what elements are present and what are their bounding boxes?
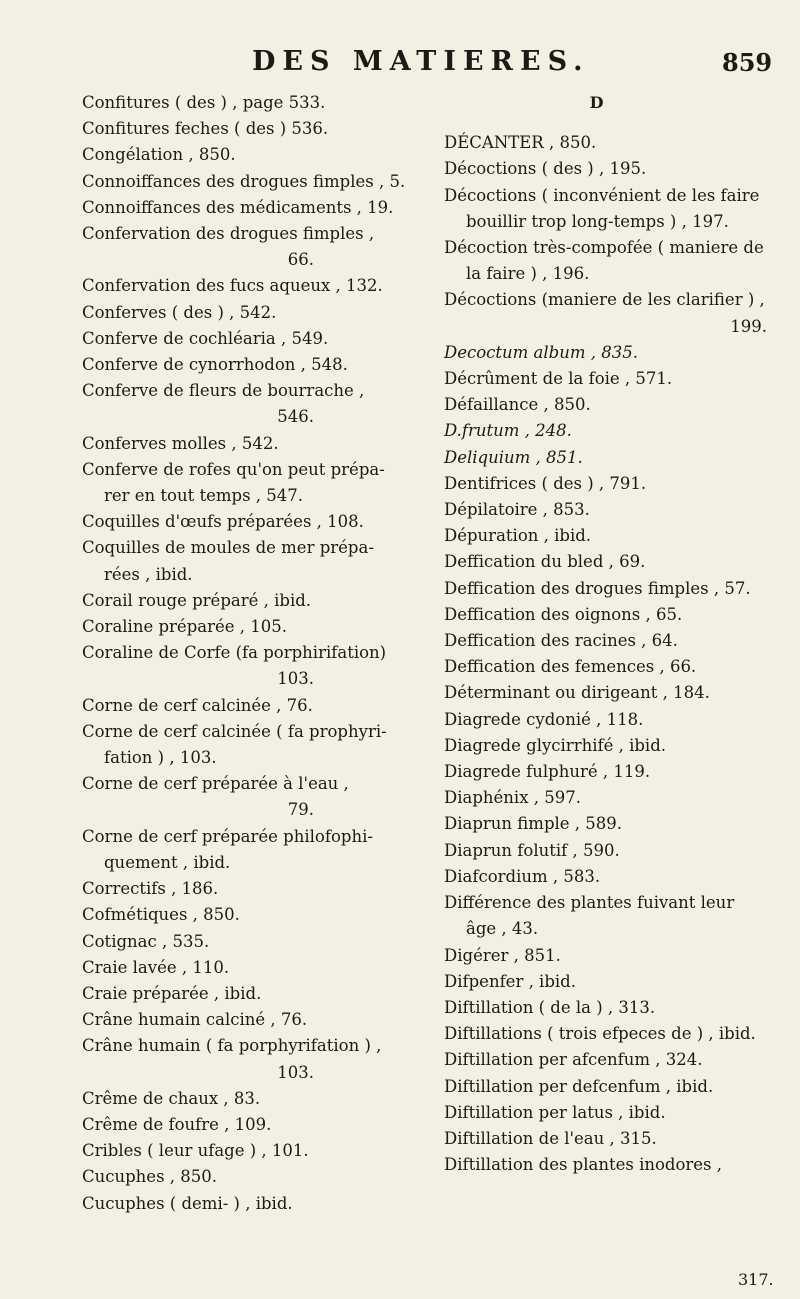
index-entry-continuation: 103. xyxy=(277,669,314,689)
index-entry: Coraline préparée , 105. xyxy=(82,617,287,637)
index-entry: Deffication du bled , 69. xyxy=(444,552,646,572)
index-entry: Craie lavée , 110. xyxy=(82,957,230,977)
index-entry: Conferve de rofes qu'on peut prépa- xyxy=(82,459,385,479)
index-entry: Cucuphes ( demi- ) , ibid. xyxy=(82,1193,293,1213)
index-entry: Connoiffances des drogues fimples , 5. xyxy=(82,171,406,191)
index-entry: Diftillation per latus , ibid. xyxy=(444,1102,666,1122)
index-entry: Difpenfer , ibid. xyxy=(444,971,576,991)
index-entry: Dépuration , ibid. xyxy=(444,526,592,546)
index-entry: Confervation des fucs aqueux , 132. xyxy=(82,276,383,296)
index-entry-continuation: fation ) , 103. xyxy=(104,748,217,768)
index-entry: Confitures ( des ) , page 533. xyxy=(82,93,326,112)
index-entry: Diftillations ( trois efpeces de ) , ibid. xyxy=(444,1024,756,1044)
catchword: 317. xyxy=(738,1270,774,1289)
section-letter: D xyxy=(589,93,604,112)
index-entry: Digérer , 851. xyxy=(444,945,561,965)
index-entry: Crême de chaux , 83. xyxy=(82,1088,261,1108)
index-entry: Diaprun fimple , 589. xyxy=(444,814,623,834)
index-entry: Corne de cerf préparée philofophi- xyxy=(82,826,373,846)
running-header: DES MATIERES. xyxy=(252,46,590,77)
index-entry: Dentifrices ( des ) , 791. xyxy=(444,473,647,493)
index-entry-continuation: 103. xyxy=(277,1062,314,1082)
index-entry: Déterminant ou dirigeant , 184. xyxy=(444,683,710,703)
index-entry: Deffication des drogues fimples , 57. xyxy=(444,578,751,598)
index-entry: Crâne humain ( fa porphyrifation ) , xyxy=(82,1036,382,1056)
page-number: 859 xyxy=(722,48,773,77)
index-entry-continuation: 546. xyxy=(277,407,314,427)
index-entry: Diaprun folutif , 590. xyxy=(444,840,620,860)
index-entry: Deffication des oignons , 65. xyxy=(444,604,683,624)
index-entry: Coraline de Corfe (fa porphirifation) xyxy=(82,643,387,663)
index-entry: Diftillation ( de la ) , 313. xyxy=(444,997,656,1017)
index-entry: Deliquium , 851. xyxy=(444,447,583,467)
index-entry: Diftillation des plantes inodores , xyxy=(444,1155,723,1175)
index-entry-continuation: la faire ) , 196. xyxy=(466,264,590,284)
index-entry-continuation: bouillir trop long-temps ) , 197. xyxy=(466,211,729,231)
index-entry: Diftillation per afcenfum , 324. xyxy=(444,1050,703,1070)
index-entry-continuation: 199. xyxy=(730,316,767,336)
index-entry: Craie préparée , ibid. xyxy=(82,983,262,1003)
index-entry: Confitures feches ( des ) 536. xyxy=(82,119,329,139)
index-entry: DÉCANTER , 850. xyxy=(444,133,597,153)
index-entry: Coquilles de moules de mer prépa- xyxy=(82,538,374,558)
index-entry: Décrûment de la foie , 571. xyxy=(444,369,673,389)
index-entry: Corne de cerf calcinée ( fa prophyri- xyxy=(82,721,387,741)
index-entry: Confervation des drogues fimples , xyxy=(82,224,375,244)
index-entry: Conferves molles , 542. xyxy=(82,433,279,453)
index-entry: Diagrede fulphuré , 119. xyxy=(444,762,651,782)
index-entry: Diaphénix , 597. xyxy=(444,788,581,808)
index-entry: Diagrede glycirrhifé , ibid. xyxy=(444,735,667,755)
index-entry: Cribles ( leur ufage ) , 101. xyxy=(82,1141,309,1161)
right-index-column xyxy=(444,90,789,1178)
index-entry: Deffication des racines , 64. xyxy=(444,631,678,651)
index-entry: Décoctions ( des ) , 195. xyxy=(444,159,647,179)
index-entry: Dépilatoire , 853. xyxy=(444,500,590,520)
index-entry: Conferve de fleurs de bourrache , xyxy=(82,381,365,401)
index-entry: Crâne humain calciné , 76. xyxy=(82,1010,308,1030)
index-entry-continuation: quement , ibid. xyxy=(104,852,231,872)
index-entry: Décoctions ( inconvénient de les faire xyxy=(444,185,760,205)
index-entry: Diftillation per defcenfum , ibid. xyxy=(444,1076,714,1096)
index-entry: Cofmétiques , 850. xyxy=(82,905,240,925)
index-entry-continuation: rer en tout temps , 547. xyxy=(104,486,304,506)
index-entry: Diftillation de l'eau , 315. xyxy=(444,1128,657,1148)
index-entry: Cucuphes , 850. xyxy=(82,1167,218,1187)
index-entry-continuation: 79. xyxy=(287,800,314,820)
index-entry-continuation: 66. xyxy=(287,250,314,270)
left-index-column xyxy=(82,90,406,1217)
index-entry: Décoction très-compofée ( maniere de xyxy=(444,238,764,258)
index-entry: Crême de foufre , 109. xyxy=(82,1114,272,1134)
index-entry: Corne de cerf calcinée , 76. xyxy=(82,695,313,715)
index-entry: Cotignac , 535. xyxy=(82,931,210,951)
index-entry: Corne de cerf préparée à l'eau , xyxy=(82,774,349,794)
index-entry: Corail rouge préparé , ibid. xyxy=(82,590,312,610)
index-entry: Decoctum album , 835. xyxy=(444,342,638,362)
index-entry: Diagrede cydonié , 118. xyxy=(444,709,644,729)
index-entry: Conferve de cynorrhodon , 548. xyxy=(82,355,348,375)
index-entry-continuation: âge , 43. xyxy=(466,919,539,939)
index-entry: Diafcordium , 583. xyxy=(444,866,601,886)
index-entry-continuation: rées , ibid. xyxy=(104,564,193,584)
index-entry: Congélation , 850. xyxy=(82,145,236,165)
index-entry: Différence des plantes fuivant leur xyxy=(444,893,735,913)
index-entry: Décoctions (maniere de les clarifier ) , xyxy=(444,290,765,310)
index-entry: D.frutum , 248. xyxy=(444,421,572,441)
index-entry: Défaillance , 850. xyxy=(444,395,591,415)
index-entry: Conferves ( des ) , 542. xyxy=(82,302,277,322)
index-entry: Connoiffances des médicaments , 19. xyxy=(82,197,394,217)
index-entry: Deffication des femences , 66. xyxy=(444,657,697,677)
index-entry: Correctifs , 186. xyxy=(82,879,219,899)
index-entry: Conferve de cochléaria , 549. xyxy=(82,328,329,348)
index-entry: Coquilles d'œufs préparées , 108. xyxy=(82,512,364,532)
